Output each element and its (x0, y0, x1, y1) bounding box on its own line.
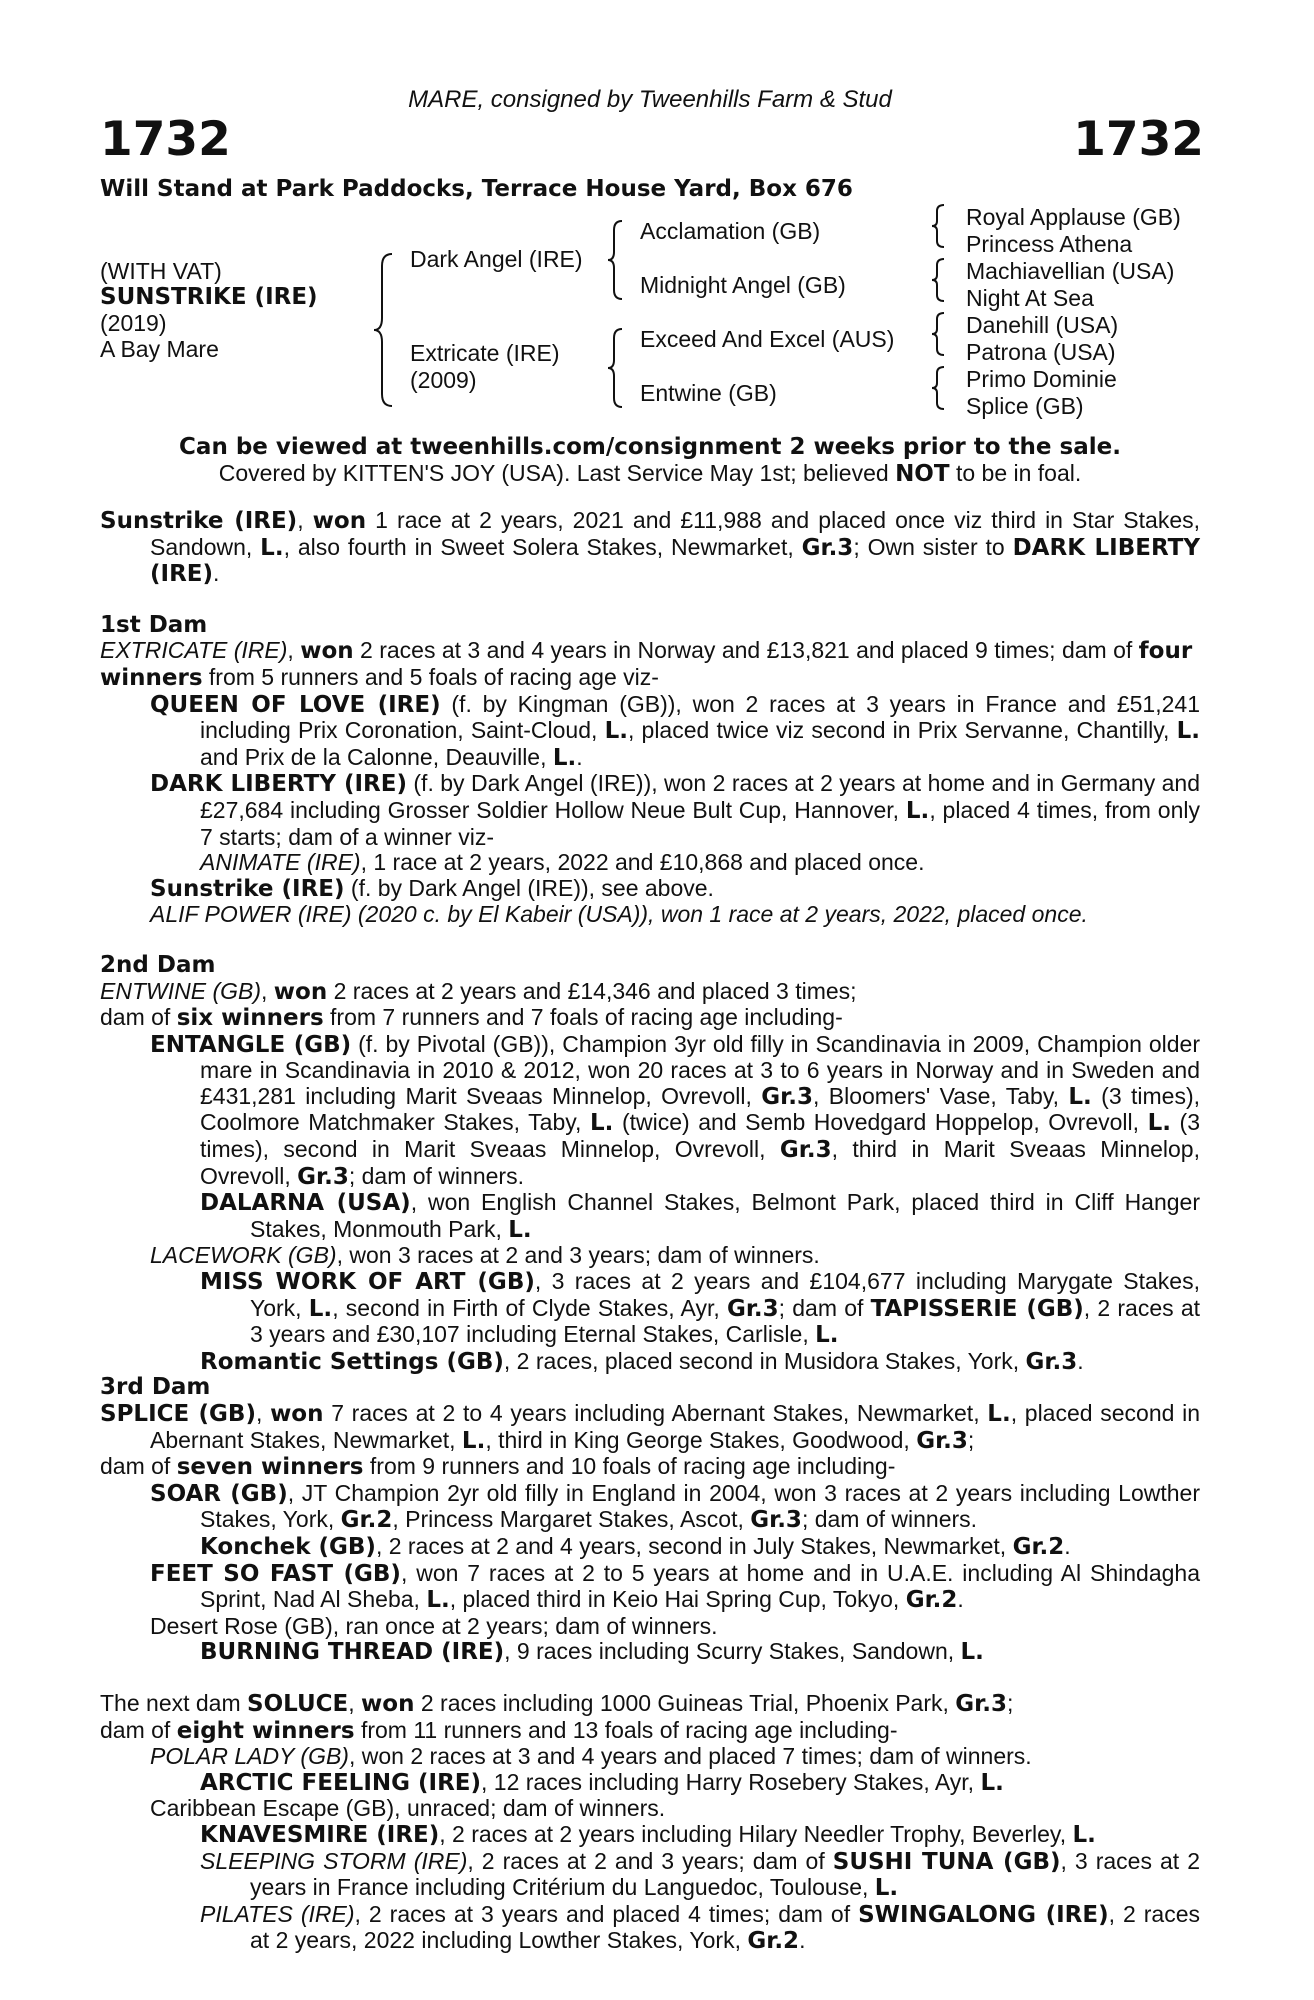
produce-desert-rose: Desert Rose (GB), ran once at 2 years; dam of winners. (150, 1612, 718, 1639)
produce-konchek: Konchek (GB), 2 races at 2 and 4 years, second in July Stakes, Newmarket, Gr.2. (200, 1532, 1071, 1560)
second-dam-line2: dam of six winners from 7 runners and 7 foals of racing age including- (100, 1004, 843, 1032)
pedigree-g4: Night At Sea (966, 285, 1094, 311)
horse-description: A Bay Mare (100, 336, 219, 362)
horse-year: (2019) (100, 310, 167, 336)
pedigree-sire-sire: Acclamation (GB) (640, 218, 821, 244)
pedigree-dam-sire: Exceed And Excel (AUS) (640, 326, 895, 352)
pedigree-g6: Patrona (USA) (966, 339, 1116, 365)
pedigree-sire-dam: Midnight Angel (GB) (640, 272, 846, 298)
produce-knavesmire: KNAVESMIRE (IRE), 2 races at 2 years including Hilary Needler Trophy, Beverley, L. (200, 1820, 1096, 1848)
third-dam-line-dam-of: dam of seven winners from 9 runners and 10 foals of racing age including- (100, 1453, 896, 1481)
pedigree-main-bracket (372, 250, 400, 410)
pedigree-g3: Machiavellian (USA) (966, 258, 1175, 284)
second-dam-heading: 2nd Dam (100, 951, 216, 978)
produce-alif-power: ALIF POWER (IRE) (2020 c. by El Kabeir (USA)), won 1 race at 2 years, 2022, placed once. (150, 901, 1088, 928)
horse-name: SUNSTRIKE (IRE) (100, 284, 318, 310)
third-dam-paragraph: SPLICE (GB), won 7 races at 2 to 4 years including Abernant Stakes, Newmarket, L., placed second in Abernant Stakes, Newmarket, L., third in King George Stakes, Goodwood, Gr.3; (100, 1400, 1201, 1454)
produce-feet-so-fast: FEET SO FAST (GB), won 7 races at 2 to 5 years at home and in U.A.E. including Al Shindagha Sprint, Nad Al Sheba, L., placed third in Keio Hai Spring Cup, Tokyo, Gr.2. (150, 1559, 1200, 1614)
produce-sunstrike: Sunstrike (IRE) (f. by Dark Angel (IRE)), see above. (150, 874, 714, 902)
catalogue-body (100, 508, 1200, 1955)
viewing-note: Can be viewed at tweenhills.com/consignment 2 weeks prior to the sale. (179, 434, 1121, 460)
produce-dark-liberty: DARK LIBERTY (IRE) (f. by Dark Angel (IRE)), won 2 races at 2 years at home and in Germany and £27,684 including Grosser Soldier Hollow Neue Bult Cup, Hannover, L., placed 4 times, from only 7 starts; dam of a winner viz- (150, 770, 1200, 850)
produce-miss-work-of-art: MISS WORK OF ART (GB), 3 races at 2 years and £104,677 including Marygate Stakes, York, L., second in Firth of Clyde Stakes, Ayr, Gr.3; dam of TAPISSERIE (GB), 2 races at 3 years and £30,107 including Eternal Stakes, Carlisle, L. (200, 1268, 1200, 1349)
pedigree-dam: Extricate (IRE) (410, 340, 560, 366)
pedigree-g7: Primo Dominie (966, 366, 1117, 392)
produce-entangle: ENTANGLE (GB) (f. by Pivotal (GB)), Champion 3yr old filly in Scandinavia in 2009, Champion older mare in Scandinavia in 2010 & 2012, won 20 races at 3 to 6 years in Norway and in Sweden and £431,281 including Marit Sveaas Minnelop, Ovrevoll, Gr.3, Bloomers' Vase, Taby, L. (3 times), Coolmore Matchmaker Stakes, Taby, L. (twice) and Semb Hovedgard Hoppelop, Ovrevoll, L. (3 times), second in Marit Sveaas Minnelop, Ovrevoll, Gr.3, third in Marit Sveaas Minnelop, Ovrevoll, Gr.3; dam of winners. (150, 1030, 1201, 1190)
pedigree-sire-bracket (606, 218, 628, 302)
pedigree-g8: Splice (GB) (966, 393, 1084, 419)
first-dam-heading: 1st Dam (100, 611, 208, 638)
pedigree-bracket-g2 (930, 257, 948, 303)
pedigree-sire: Dark Angel (IRE) (410, 246, 583, 272)
produce-pilates: PILATES (IRE), 2 races at 3 years and placed 4 times; dam of SWINGALONG (IRE), 2 races at 2 years, 2022 including Lowther Stakes, York, Gr.2. (200, 1900, 1200, 1955)
pedigree-bracket-g1 (930, 203, 948, 249)
next-dam-line1: The next dam SOLUCE, won 2 races including 1000 Guineas Trial, Phoenix Park, Gr.3; (100, 1689, 1014, 1717)
produce-sleeping-storm: SLEEPING STORM (IRE), 2 races at 2 and 3 years; dam of SUSHI TUNA (GB), 3 races at 2 years in France including Critérium du Languedoc, Toulouse, L. (200, 1847, 1200, 1902)
lot-number-right: 1732 (1073, 112, 1204, 167)
produce-dalarna: DALARNA (USA), won English Channel Stakes, Belmont Park, placed third in Cliff Hanger Stakes, Monmouth Park, L. (200, 1189, 1200, 1243)
produce-soar: SOAR (GB), JT Champion 2yr old filly in England in 2004, won 3 races at 2 years including Lowther Stakes, York, Gr.2, Princess Margaret Stakes, Ascot, Gr.3; dam of winners. (150, 1479, 1201, 1534)
produce-arctic-feeling: ARCTIC FEELING (IRE), 12 races including Harry Rosebery Stakes, Ayr, L. (200, 1768, 1004, 1796)
pedigree-dam-dam: Entwine (GB) (640, 380, 777, 406)
produce-queen-of-love: QUEEN OF LOVE (IRE) (f. by Kingman (GB)), won 2 races at 3 years in France and £51,241 including Prix Coronation, Saint-Cloud, L., placed twice viz second in Prix Servanne, Chantilly, L. and Prix de la Calonne, Deauville, L.. (150, 690, 1200, 771)
pedigree-dam-year: (2009) (410, 367, 477, 393)
stand-location: Will Stand at Park Paddocks, Terrace House Yard, Box 676 (100, 176, 853, 202)
produce-caribbean-escape: Caribbean Escape (GB), unraced; dam of winners. (150, 1795, 666, 1822)
consignor-line: MARE, consigned by Tweenhills Farm & Stud (408, 86, 892, 113)
covering-note: Covered by KITTEN'S JOY (USA). Last Service May 1st; believed NOT to be in foal. (218, 460, 1082, 487)
pedigree-g5: Danehill (USA) (966, 312, 1119, 338)
third-dam-heading: 3rd Dam (100, 1374, 211, 1401)
vat-label: (WITH VAT) (100, 258, 222, 284)
produce-romantic-settings: Romantic Settings (GB), 2 races, placed second in Musidora Stakes, York, Gr.3. (200, 1347, 1084, 1375)
next-dam-line2: dam of eight winners from 11 runners and 13 foals of racing age including- (100, 1716, 898, 1744)
pedigree-g2: Princess Athena (966, 231, 1133, 257)
first-dam-paragraph: EXTRICATE (IRE), won 2 races at 3 and 4 years in Norway and £13,821 and placed 9 times; dam of four winners from 5 runners and 5 foals of racing age viz- (100, 637, 1193, 691)
pedigree-g1: Royal Applause (GB) (966, 204, 1181, 230)
produce-lacework: LACEWORK (GB), won 3 races at 2 and 3 years; dam of winners. (150, 1242, 820, 1269)
pedigree-dam-bracket (606, 326, 628, 410)
produce-animate: ANIMATE (IRE), 1 race at 2 years, 2022 and £10,868 and placed once. (200, 849, 925, 876)
produce-polar-lady: POLAR LADY (GB), won 2 races at 3 and 4 years and placed 7 times; dam of winners. (150, 1743, 1032, 1770)
intro-paragraph: Sunstrike (IRE), won 1 race at 2 years, 2021 and £11,988 and placed once viz third in Star Stakes, Sandown, L., also fourth in Sweet Solera Stakes, Newmarket, Gr.3; Own sister to DARK LIBERTY (IRE). (100, 507, 1201, 588)
second-dam-line1: ENTWINE (GB), won 2 races at 2 years and £14,346 and placed 3 times; (100, 977, 857, 1005)
pedigree-bracket-g3 (930, 311, 948, 357)
pedigree-bracket-g4 (930, 365, 948, 411)
produce-burning-thread: BURNING THREAD (IRE), 9 races including Scurry Stakes, Sandown, L. (200, 1638, 984, 1666)
lot-number-left: 1732 (100, 112, 231, 167)
